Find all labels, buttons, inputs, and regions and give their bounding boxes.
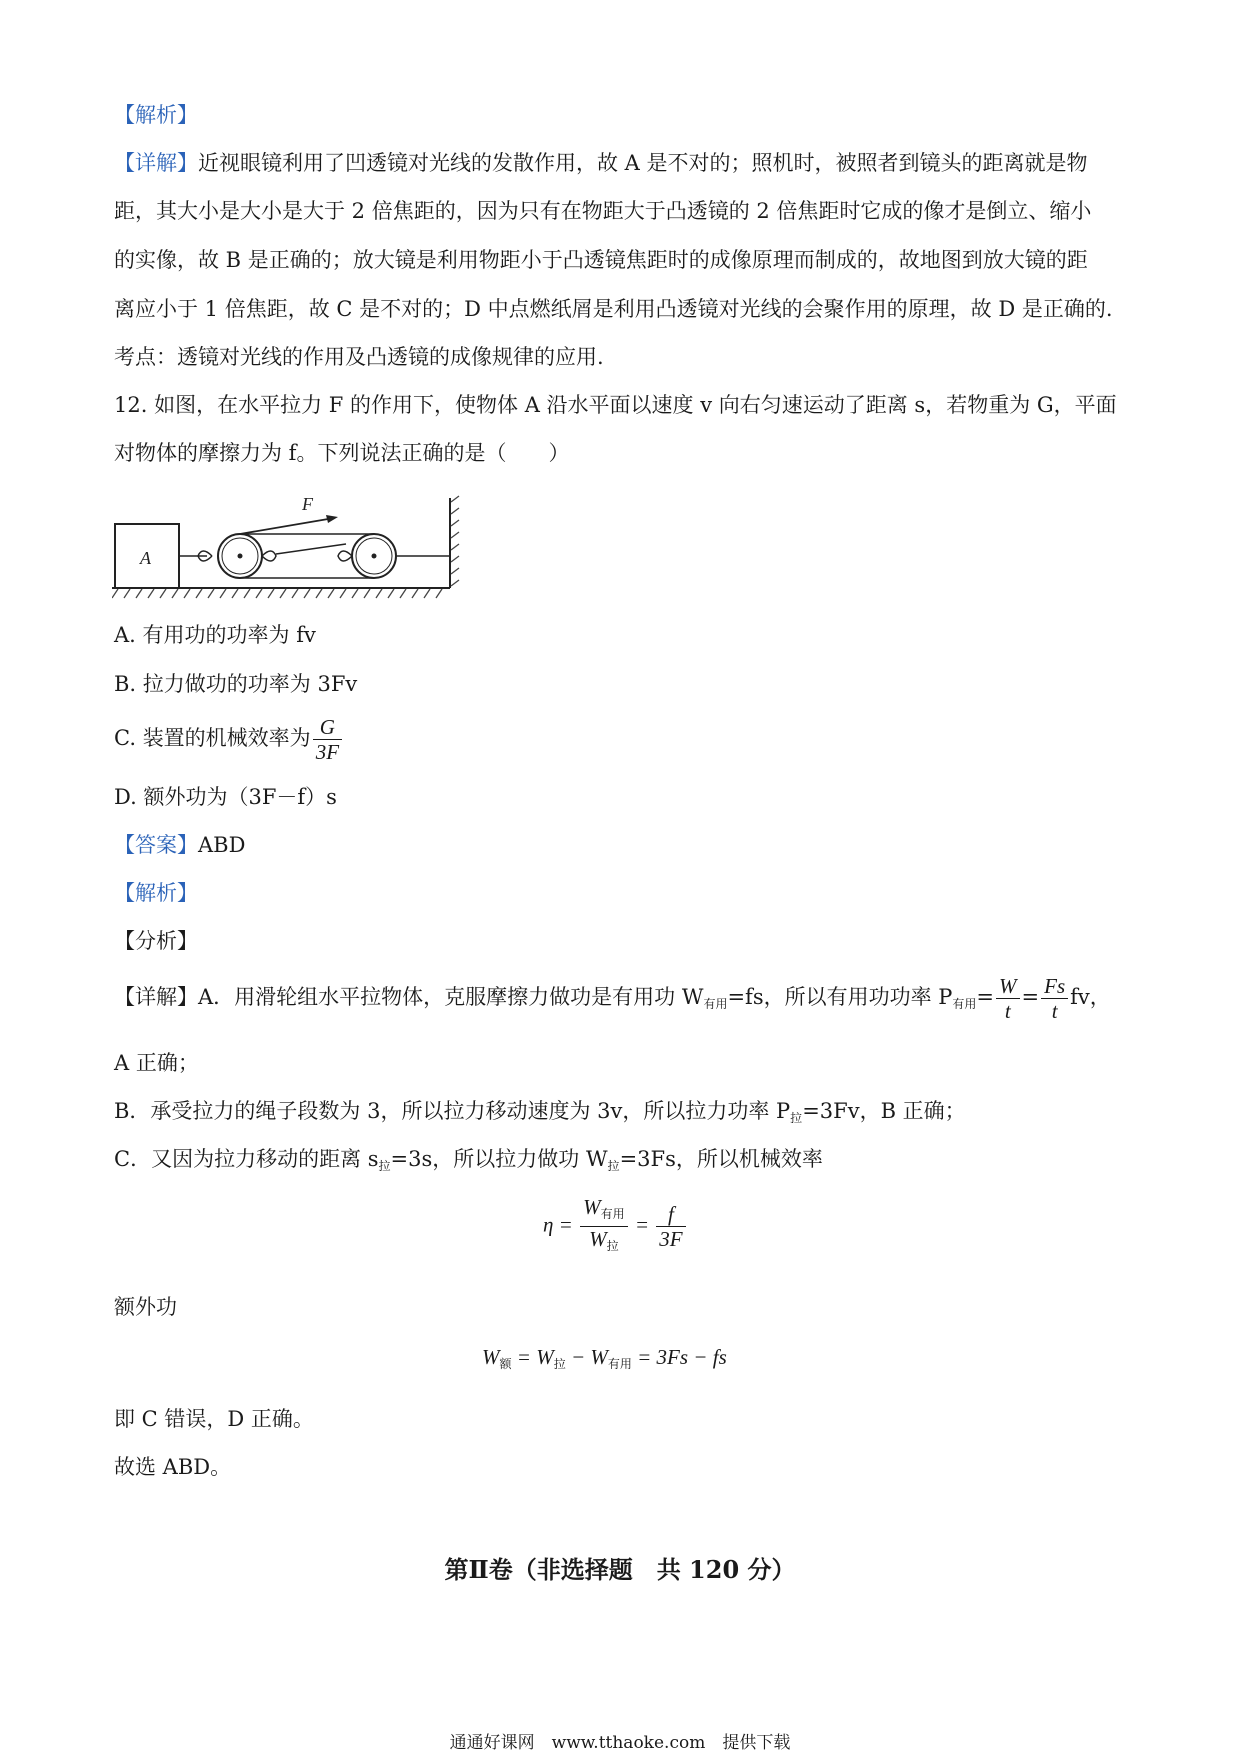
answer-line (114, 830, 245, 860)
fraction-denominator: t (1051, 999, 1058, 1023)
detail-text: C．又因为拉力移动的距离 s (114, 1147, 379, 1171)
detail-text: fv， (1070, 985, 1111, 1009)
option-b (114, 669, 357, 699)
detail-text: =fs，所以有用功功率 P (727, 985, 953, 1009)
detail-line: 的实像，故 B 是正确的；放大镜是利用物距小于凸透镜焦距时的成像原理而制成的，故地图到放大镜的距 (114, 248, 1088, 272)
answer-tag: 【答案】 (114, 833, 198, 857)
pulley-figure (112, 488, 462, 608)
efficiency-equation: η = $\frac{W_{有用}}{W_拉}$ = $\frac{f}{3F}$ (543, 1195, 688, 1258)
power-fraction-2 (1041, 974, 1068, 1023)
extra-work-label: 额外功 (114, 1295, 177, 1319)
detail-a-correct: A 正确； (114, 1051, 199, 1075)
option-text: 装置的机械效率为 (142, 726, 311, 750)
option-a (114, 620, 316, 650)
option-d (114, 782, 337, 812)
detail-line: 距，其大小是大小是大于 2 倍焦距的，因为只有在物距大于凸透镜的 2 倍焦距时它成的像才是倒立、缩小 (114, 199, 1092, 223)
power-fraction-1 (996, 974, 1020, 1023)
force-label: F (302, 494, 313, 514)
subscript: 有用 (952, 997, 977, 1011)
eta-symbol: η (543, 1212, 554, 1237)
result-fraction (656, 1202, 685, 1251)
fraction-denominator: t (1004, 999, 1011, 1023)
detail-line (114, 148, 1088, 178)
fraction-numerator: f (656, 1202, 685, 1227)
heading-jiexi: 【解析】 (114, 103, 198, 127)
option-label: D. (114, 785, 137, 809)
equals-sign: = (976, 985, 995, 1009)
detail-text: 近视眼镜利用了凹透镜对光线的发散作用，故 A 是不对的；照机时，被照者到镜头的距离就是物 (198, 151, 1088, 175)
fraction-numerator: Fs (1041, 974, 1068, 999)
conclusion-line: 故选 ABD。 (114, 1455, 232, 1479)
kaodian-line: 考点：透镜对光线的作用及凸透镜的成像规律的应用. (114, 345, 604, 369)
work-ratio-fraction (580, 1195, 628, 1258)
fraction-denominator: 3F (659, 1227, 683, 1251)
heading-jiexi: 【解析】 (114, 881, 198, 905)
detail-b-line (114, 1096, 966, 1133)
option-text: 有用功的功率为 fv (142, 623, 316, 647)
detail-a-line: 【详解】A．用滑轮组水平拉物体，克服摩擦力做功是有用功 $W_{有用}=fs$，所以有用功功率 $P_{有用}=$ $\frac{W}{t}$ = $\frac{Fs}{t}$ fv， (114, 974, 1111, 1023)
page-footer: 通通好课网 www.tthaoke.com 提供下载 (449, 1733, 791, 1753)
detail-tag: 【详解】 (114, 985, 198, 1009)
detail-text: =3Fs，所以机械效率 (619, 1147, 823, 1171)
option-text: 拉力做功的功率为 3Fv (142, 672, 358, 696)
detail-c-line (114, 1144, 823, 1181)
detail-line: 离应小于 1 倍焦距，故 C 是不对的；D 中点燃纸屑是利用凸透镜对光线的会聚作用的原理，故 D 是正确的. (114, 297, 1113, 321)
question-number: 12. (114, 393, 148, 417)
option-c (114, 715, 344, 764)
force-arrow (240, 518, 334, 534)
subscript: 拉 (790, 1111, 803, 1125)
answer-value: ABD (198, 833, 246, 857)
option-label: B. (114, 672, 137, 696)
fraction-denominator: 3F (315, 740, 340, 764)
question-text: 如图，在水平拉力 F 的作用下，使物体 A 沿水平面以速度 v 向右匀速运动了距离 s，若物重为 G，平面 (154, 393, 1117, 417)
subscript: 拉 (607, 1159, 620, 1173)
option-label: C. (114, 726, 136, 750)
option-text: 额外功为（3F－f）s (143, 785, 337, 809)
conclusion-line: 即 C 错误，D 正确。 (114, 1407, 314, 1431)
option-label: A. (114, 623, 136, 647)
section-title: 第Ⅱ卷（非选择题 共 120 分） (444, 1555, 796, 1584)
heading-fenxi: 【分析】 (114, 929, 198, 953)
block-label: A (140, 548, 151, 568)
detail-tag: 【详解】 (114, 151, 198, 175)
question-line (114, 390, 1117, 420)
efficiency-fraction (313, 715, 342, 764)
detail-text: A．用滑轮组水平拉物体，克服摩擦力做功是有用功 W (198, 985, 704, 1009)
detail-text: =3s，所以拉力做功 W (390, 1147, 608, 1171)
subscript: 有用 (703, 997, 728, 1011)
extra-work-equation: $W_额 = W_拉 - W_{有用} = 3Fs$ − fs (482, 1345, 727, 1371)
question-line: 对物体的摩擦力为 f。下列说法正确的是（ ） (114, 441, 570, 465)
fraction-numerator: G (313, 715, 342, 740)
subscript: 拉 (378, 1159, 391, 1173)
detail-text: =3Fv，B 正确； (802, 1099, 966, 1123)
fraction-numerator: $W_{有用}$ (580, 1195, 628, 1227)
fraction-denominator: $W_拉$ (589, 1227, 619, 1253)
detail-text: B．承受拉力的绳子段数为 3，所以拉力移动速度为 3v，所以拉力功率 P (114, 1099, 791, 1123)
fraction-numerator: W (996, 974, 1020, 999)
